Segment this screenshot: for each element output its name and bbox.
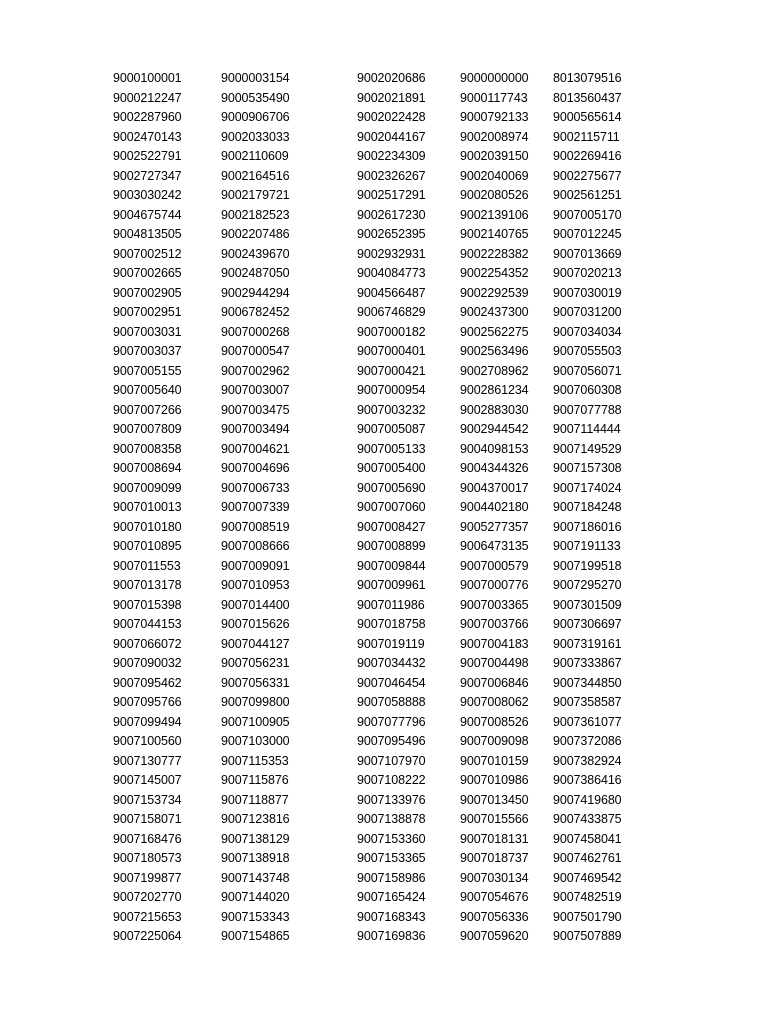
- number-cell: 9007138918: [221, 851, 290, 865]
- number-cell: 9004370017: [460, 480, 529, 495]
- number-cell: 9007169836: [357, 929, 426, 943]
- number-cell: 9007058888: [357, 695, 426, 709]
- number-cell: 9002517291: [357, 188, 426, 202]
- number-cell: 9007009961: [357, 578, 426, 592]
- number-cell: 9007319161: [553, 636, 622, 651]
- number-cell: 9007114444: [553, 422, 621, 436]
- number-cell: 9007002665: [113, 266, 182, 280]
- number-cell: 9007015626: [221, 617, 290, 631]
- number-cell: 9007358587: [553, 695, 622, 709]
- number-cell: 9002139106: [460, 207, 529, 222]
- number-cell: 9007030134: [460, 870, 529, 885]
- number-cell: 9002292539: [460, 285, 529, 300]
- number-cell: 9007003031: [113, 324, 182, 339]
- number-cell: 9002932931: [357, 246, 426, 261]
- number-cell: 9007469542: [553, 870, 622, 885]
- number-cell: 9007004696: [221, 461, 290, 475]
- number-cell: 9004344326: [460, 461, 529, 475]
- number-cell: 9002522791: [113, 149, 182, 163]
- number-cell: 9007123816: [221, 812, 290, 826]
- number-cell: 9007145007: [113, 773, 182, 787]
- number-cell: 9007215653: [113, 909, 182, 924]
- number-cell: 9007138129: [221, 831, 290, 846]
- number-cell: 9002470143: [113, 129, 182, 144]
- number-cell: 9002563496: [460, 344, 529, 358]
- number-cell: 9007005170: [553, 207, 622, 222]
- number-cell: 9007225064: [113, 929, 182, 943]
- number-cell: 9007046454: [357, 675, 426, 690]
- number-cell: 9002110609: [221, 149, 289, 163]
- number-cell: 9007044127: [221, 636, 290, 651]
- number-cell: 9007000401: [357, 344, 426, 358]
- number-cell: 9007138878: [357, 812, 426, 826]
- number-cell: 9007030019: [553, 285, 622, 300]
- number-cell: 9007059620: [460, 929, 529, 943]
- number-cell: 9007168476: [113, 831, 182, 846]
- number-cell: 9002269416: [553, 149, 622, 163]
- number-cell: 9002234309: [357, 149, 426, 163]
- number-cell: 9007056336: [460, 909, 529, 924]
- number-cell: 9007386416: [553, 773, 622, 787]
- number-cell: 9007000182: [357, 324, 426, 339]
- number-cell: 9007018131: [460, 831, 529, 846]
- number-cell: 9002561251: [553, 188, 622, 202]
- number-cell: 9002944294: [221, 285, 290, 300]
- number-cell: 9007095766: [113, 695, 182, 709]
- number-cell: 9002326267: [357, 168, 426, 183]
- number-cell: 9007005690: [357, 480, 426, 495]
- number-cell: 9000100001: [113, 71, 182, 85]
- number-cell: 9006473135: [460, 539, 529, 553]
- number-cell: 9007007266: [113, 402, 182, 417]
- number-cell: 9002179721: [221, 188, 290, 202]
- number-cell: 9007003232: [357, 402, 426, 417]
- number-cell: 9007153734: [113, 792, 182, 807]
- number-cell: 9007009099: [113, 480, 182, 495]
- number-cell: 9007014400: [221, 597, 290, 612]
- number-cell: 9002207486: [221, 227, 290, 241]
- number-cell: 9002044167: [357, 129, 426, 144]
- number-cell: 9006782452: [221, 305, 290, 319]
- number-cell: 9007103000: [221, 734, 290, 748]
- number-column-3: [357, 69, 426, 947]
- number-cell: 9007115353: [221, 753, 289, 768]
- number-cell: 8013079516: [553, 71, 622, 85]
- number-cell: 9007010159: [460, 753, 529, 768]
- number-cell: 9000906706: [221, 110, 290, 124]
- number-cell: 9004813505: [113, 227, 182, 241]
- number-cell: 9007004183: [460, 636, 529, 651]
- number-cell: 9002008974: [460, 129, 529, 144]
- number-cell: 9007054676: [460, 890, 529, 904]
- number-cell: 9007077796: [357, 714, 426, 729]
- number-cell: 9007174024: [553, 480, 622, 495]
- number-cell: 9007034432: [357, 656, 426, 670]
- number-cell: 9007011986: [357, 597, 425, 612]
- number-cell: 9007009098: [460, 734, 529, 748]
- number-column-2: [221, 69, 290, 947]
- number-cell: 9007002512: [113, 246, 182, 261]
- number-cell: 9007034034: [553, 324, 622, 339]
- number-cell: 9007055503: [553, 344, 622, 358]
- number-cell: 9007153360: [357, 831, 426, 846]
- number-cell: 9007333867: [553, 656, 622, 670]
- number-cell: 9002254352: [460, 266, 529, 280]
- number-cell: 9007100560: [113, 734, 182, 748]
- number-cell: 9003030242: [113, 188, 182, 202]
- number-cell: 9002021891: [357, 90, 426, 105]
- number-cell: 9007458041: [553, 831, 622, 846]
- number-cell: 9007015566: [460, 812, 529, 826]
- number-cell: 9000535490: [221, 90, 290, 105]
- number-cell: 9007007060: [357, 500, 426, 514]
- number-cell: 9007306697: [553, 617, 622, 631]
- number-column-5: [553, 69, 622, 947]
- number-cell: 9007144020: [221, 890, 290, 904]
- number-cell: 9002652395: [357, 227, 426, 241]
- number-cell: 9007018758: [357, 617, 426, 631]
- number-cell: 9007191133: [553, 539, 621, 553]
- number-cell: 9004675744: [113, 207, 182, 222]
- number-cell: 9007158071: [113, 812, 182, 826]
- number-cell: 9007010953: [221, 578, 290, 592]
- number-cell: 9007133976: [357, 792, 426, 807]
- number-cell: 9002115711: [553, 129, 620, 144]
- number-cell: 9007000954: [357, 383, 426, 397]
- number-cell: 9007115876: [221, 773, 289, 787]
- number-cell: 9007000776: [460, 578, 529, 592]
- number-cell: 9007099494: [113, 714, 182, 729]
- number-cell: 9007095496: [357, 734, 426, 748]
- number-cell: 9002182523: [221, 207, 290, 222]
- number-cell: 9007462761: [553, 851, 622, 865]
- number-cell: 9007009091: [221, 558, 290, 573]
- number-cell: 9002164516: [221, 168, 290, 183]
- number-cell: 9007000268: [221, 324, 290, 339]
- number-cell: 9002944542: [460, 422, 529, 436]
- number-cell: 9002861234: [460, 383, 529, 397]
- number-cell: 9007482519: [553, 890, 622, 904]
- number-cell: 9004566487: [357, 285, 426, 300]
- number-cell: 9007066072: [113, 636, 182, 651]
- number-cell: 9007008358: [113, 441, 182, 456]
- number-cell: 9007301509: [553, 597, 622, 612]
- number-cell: 9007007809: [113, 422, 182, 436]
- number-cell: 9007056231: [221, 656, 290, 670]
- number-cell: 9002487050: [221, 266, 290, 280]
- number-cell: 9000212247: [113, 90, 182, 105]
- number-cell: 9004402180: [460, 500, 529, 514]
- number-cell: 9002562275: [460, 324, 529, 339]
- number-cell: 9007002951: [113, 305, 182, 319]
- number-column-4: [460, 69, 529, 947]
- number-cell: 9007011553: [113, 558, 181, 573]
- number-cell: 9007005640: [113, 383, 182, 397]
- number-cell: 9002439670: [221, 246, 290, 261]
- number-cell: 9002883030: [460, 402, 529, 417]
- number-cell: 9007008519: [221, 519, 290, 534]
- number-cell: 9007149529: [553, 441, 622, 456]
- number-cell: 9002287960: [113, 110, 182, 124]
- number-cell: 9007003007: [221, 383, 290, 397]
- number-cell: 9007118877: [221, 792, 289, 807]
- number-cell: 9007199518: [553, 558, 622, 573]
- number-cell: 9007199877: [113, 870, 182, 885]
- number-cell: 9007003494: [221, 422, 290, 436]
- number-cell: 9007008694: [113, 461, 182, 475]
- number-cell: 9002080526: [460, 188, 529, 202]
- number-cell: 9007099800: [221, 695, 290, 709]
- number-cell: 9007002962: [221, 363, 290, 378]
- number-cell: 9007158986: [357, 870, 426, 885]
- number-cell: 9007130777: [113, 753, 182, 768]
- number-cell: 9007008666: [221, 539, 290, 553]
- number-cell: 9005277357: [460, 519, 529, 534]
- number-cell: 9002022428: [357, 110, 426, 124]
- number-cell: 9007202770: [113, 890, 182, 904]
- number-cell: 9007005155: [113, 363, 182, 378]
- number-cell: 9007008062: [460, 695, 529, 709]
- number-cell: 9007501790: [553, 909, 622, 924]
- number-cell: 9007044153: [113, 617, 182, 631]
- number-cell: 9007003766: [460, 617, 529, 631]
- number-cell: 9007344850: [553, 675, 622, 690]
- number-cell: 9007108222: [357, 773, 426, 787]
- number-cell: 9007004498: [460, 656, 529, 670]
- number-cell: 9004084773: [357, 266, 426, 280]
- number-cell: 9007006846: [460, 675, 529, 690]
- number-cell: 9002020686: [357, 71, 426, 85]
- number-cell: 9002228382: [460, 246, 529, 261]
- number-cell: 9002140765: [460, 227, 529, 241]
- number-cell: 9002039150: [460, 149, 529, 163]
- number-cell: 9007008899: [357, 539, 426, 553]
- number-cell: 9007013178: [113, 578, 182, 592]
- number-column-1: [113, 69, 182, 947]
- number-cell: 9007020213: [553, 266, 622, 280]
- number-cell: 9007095462: [113, 675, 182, 690]
- number-cell: 9002708962: [460, 363, 529, 378]
- number-cell: 9007433875: [553, 812, 622, 826]
- number-cell: 9007295270: [553, 578, 622, 592]
- number-cell: 9007010013: [113, 500, 182, 514]
- number-cell: 9000003154: [221, 71, 290, 85]
- number-cell: 9007000547: [221, 344, 290, 358]
- number-cell: 9007008427: [357, 519, 426, 534]
- number-cell: 9002437300: [460, 305, 529, 319]
- number-cell: 9007165424: [357, 890, 426, 904]
- number-cell: 9000792133: [460, 110, 529, 124]
- number-cell: 9007153343: [221, 909, 290, 924]
- number-cell: 8013560437: [553, 90, 622, 105]
- number-cell: 9007186016: [553, 519, 622, 534]
- number-cell: 9000117743: [460, 90, 528, 105]
- number-cell: 9002033033: [221, 129, 290, 144]
- number-cell: 9007019119: [357, 636, 425, 651]
- number-cell: 9007005133: [357, 441, 426, 456]
- number-cell: 9007018737: [460, 851, 529, 865]
- number-cell: 9007153365: [357, 851, 426, 865]
- number-cell: 9007007339: [221, 500, 290, 514]
- number-cell: 9007157308: [553, 461, 622, 475]
- number-cell: 9002727347: [113, 168, 182, 183]
- number-cell: 9007003365: [460, 597, 529, 612]
- number-cell: 9007361077: [553, 714, 622, 729]
- number-cell: 9007507889: [553, 929, 622, 943]
- number-cell: 9002040069: [460, 168, 529, 183]
- number-cell: 9000000000: [460, 71, 529, 85]
- number-cell: 9007372086: [553, 734, 622, 748]
- number-cell: 9000565614: [553, 110, 622, 124]
- number-cell: 9007100905: [221, 714, 290, 729]
- number-cell: 9004098153: [460, 441, 529, 456]
- number-cell: 9007419680: [553, 792, 622, 807]
- number-cell: 9002617230: [357, 207, 426, 222]
- number-cell: 9007004621: [221, 441, 290, 456]
- number-cell: 9007013669: [553, 246, 622, 261]
- number-cell: 9007143748: [221, 870, 290, 885]
- number-cell: 9007013450: [460, 792, 529, 807]
- number-cell: 9007010180: [113, 519, 182, 534]
- number-cell: 9007010986: [460, 773, 529, 787]
- number-cell: 9007056331: [221, 675, 290, 690]
- number-cell: 9007003037: [113, 344, 182, 358]
- number-cell: 9007184248: [553, 500, 622, 514]
- number-cell: 9006746829: [357, 305, 426, 319]
- number-cell: 9007382924: [553, 753, 622, 768]
- number-cell: 9007015398: [113, 597, 182, 612]
- number-cell: 9007008526: [460, 714, 529, 729]
- number-cell: 9007005400: [357, 461, 426, 475]
- number-cell: 9007107970: [357, 753, 426, 768]
- number-cell: 9007031200: [553, 305, 622, 319]
- number-cell: 9007154865: [221, 929, 290, 943]
- number-cell: 9007005087: [357, 422, 426, 436]
- number-cell: 9007090032: [113, 656, 182, 670]
- number-cell: 9007002905: [113, 285, 182, 300]
- number-cell: 9007000579: [460, 558, 529, 573]
- number-cell: 9007006733: [221, 480, 290, 495]
- number-cell: 9007000421: [357, 363, 426, 378]
- number-cell: 9007077788: [553, 402, 622, 417]
- number-cell: 9007060308: [553, 383, 622, 397]
- number-cell: 9002275677: [553, 168, 622, 183]
- number-cell: 9007009844: [357, 558, 426, 573]
- number-cell: 9007003475: [221, 402, 290, 417]
- number-cell: 9007056071: [553, 363, 622, 378]
- number-cell: 9007010895: [113, 539, 182, 553]
- number-cell: 9007168343: [357, 909, 426, 924]
- number-cell: 9007012245: [553, 227, 622, 241]
- number-cell: 9007180573: [113, 851, 182, 865]
